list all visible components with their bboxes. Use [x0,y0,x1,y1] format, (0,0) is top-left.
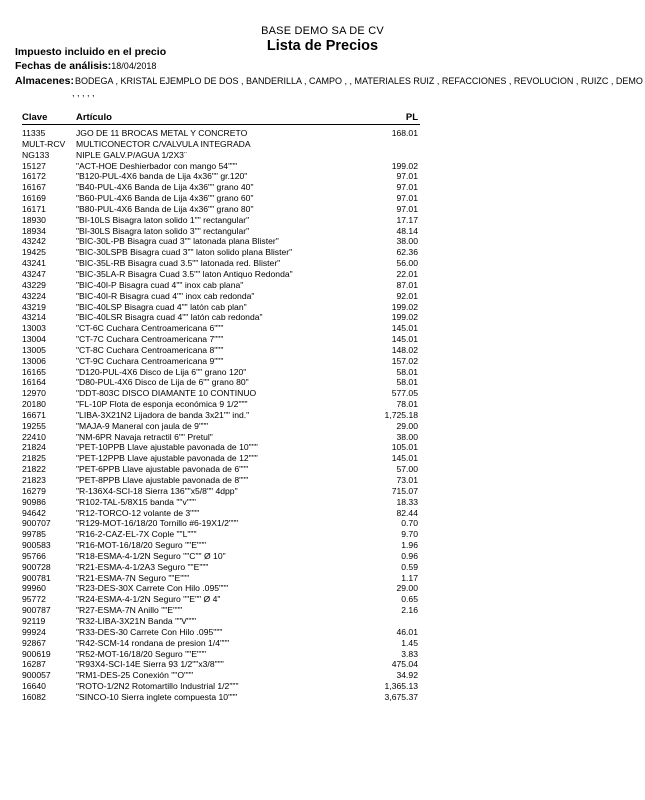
header-rule [22,124,420,125]
cell-clave: 19425 [22,247,46,258]
cell-pl: 145.01 [391,453,418,464]
table-row [0,247,645,258]
cell-clave: NG133 [22,149,50,160]
table-row [0,540,645,551]
cell-articulo: "BIC-40I-R Bisagra cuad 4"" inox cab redonda" [76,290,255,301]
column-header-articulo: Artículo [76,112,112,123]
table-header [0,112,645,124]
cell-pl: 9.70 [401,529,418,540]
cell-pl: 1.45 [401,637,418,648]
cell-articulo: "BIC-35L-RB Bisagra cuad 3.5"" latonada red. Blister" [76,258,281,269]
cell-articulo: "BIC-40LSR Bisagra cuad 4"" latón cab redonda" [76,312,263,323]
cell-pl: 97.01 [396,182,418,193]
table-row [0,562,645,573]
table-row [0,421,645,432]
cell-articulo: "R93X4-SCI-14E Sierra 93 1/2""x3/8""" [76,659,224,670]
cell-pl: 475.04 [391,659,418,670]
cell-pl: 97.01 [396,193,418,204]
cell-articulo: "R33-DES-30 Carrete Con Hilo .095""" [76,626,223,637]
cell-pl: 199.02 [391,301,418,312]
cell-pl: 1.96 [401,540,418,551]
cell-articulo: "R18-ESMA-4-1/2N Seguro ""C"" Ø 10" [76,550,226,561]
cell-articulo: "R-136X4-SCI-18 Sierra 136""x5/8"" 4dpp" [76,485,238,496]
table-row [0,670,645,681]
table-row [0,323,645,334]
cell-articulo: "CT-7C Cuchara Centroamericana 7""" [76,334,224,345]
cell-pl: 48.14 [396,225,418,236]
cell-articulo: "CT-6C Cuchara Centroamericana 6""" [76,323,224,334]
cell-pl: 17.17 [396,214,418,225]
cell-clave: 95772 [22,594,46,605]
cell-articulo: "R27-ESMA-7N Anillo ""E""" [76,605,183,616]
cell-pl: 3.83 [401,648,418,659]
cell-clave: 16171 [22,203,46,214]
table-row [0,258,645,269]
cell-clave: 21822 [22,464,46,475]
cell-articulo: "SINCO-10 Sierra inglete compuesta 10""" [76,691,238,702]
cell-articulo: JGO DE 11 BROCAS METAL Y CONCRETO [76,128,248,138]
cell-articulo: "LIBA-3X21N2 Lijadora de banda 3x21"" ind." [76,409,250,420]
cell-clave: 900057 [22,670,51,681]
cell-pl: 1,365.13 [384,681,418,692]
cell-articulo: "PET-8PPB Llave ajustable pavonada de 8""" [76,475,249,485]
cell-articulo: "ROTO-1/2N2 Rotomartillo Industrial 1/2""" [76,681,239,692]
cell-pl: 58.01 [396,377,418,388]
cell-pl: 148.02 [391,344,418,355]
cell-pl: 0.96 [401,550,418,561]
table-row [0,594,645,605]
cell-pl: 1.17 [401,572,418,583]
cell-pl: 3,675.37 [384,691,418,702]
table-row [0,518,645,529]
table-row [0,508,645,519]
cell-clave: 12970 [22,388,46,399]
table-row [0,345,645,356]
cell-pl: 199.02 [391,160,418,171]
cell-articulo: "R129-MOT-16/18/20 Tornillo #6-19X1/2""" [76,518,239,529]
table-row [0,356,645,367]
table-row [0,150,645,161]
table-row [0,551,645,562]
cell-clave: 43247 [22,268,46,279]
cell-articulo: "NM-6PR Navaja retractil 6"" Pretul" [76,431,213,442]
table-row [0,302,645,313]
table-row [0,377,645,388]
cell-pl: 57.00 [396,464,418,475]
table-row [0,182,645,193]
column-header-pl: PL [405,112,418,123]
cell-clave: 95766 [22,550,46,561]
table-row [0,627,645,638]
cell-articulo: "FL-10P Flota de esponja económica 9 1/2""" [76,399,248,410]
cell-clave: 900787 [22,605,51,616]
cell-pl: 56.00 [396,258,418,269]
cell-clave: 18934 [22,225,46,236]
cell-pl: 87.01 [396,279,418,290]
table-row [0,334,645,345]
table-row [0,497,645,508]
cell-pl: 715.07 [391,485,418,496]
cell-pl: 577.05 [391,388,418,399]
table-row [0,659,645,670]
analysis-date [15,60,156,72]
table-row [0,681,645,692]
cell-pl: 0.59 [401,561,418,572]
cell-pl: 1,725.18 [384,409,418,420]
cell-clave: 13003 [22,323,46,334]
cell-pl: 22.01 [396,268,418,279]
cell-articulo: NIPLE GALV.P/AGUA 1/2X3¨ [76,149,187,160]
cell-clave: 21825 [22,453,46,464]
analysis-date-value: 18/04/2018 [111,61,157,71]
table-row [0,291,645,302]
cell-clave: 99960 [22,583,46,594]
table-row [0,442,645,453]
cell-clave: 18930 [22,214,46,225]
price-table-body [0,128,645,703]
table-row [0,638,645,649]
table-row [0,616,645,627]
cell-clave: 22410 [22,431,46,442]
cell-articulo: "R16-MOT-16/18/20 Seguro ""E""" [76,540,207,551]
cell-articulo: "R42-SCM-14 rondana de presion 1/4""" [76,637,230,648]
table-row [0,692,645,703]
cell-clave: 13005 [22,344,46,355]
cell-clave: 16287 [22,659,46,670]
cell-pl: 97.01 [396,171,418,182]
warehouses-value: BODEGA , KRISTAL EJEMPLO DE DOS , BANDERILLA , CAMPO , , MATERIALES RUIZ , REFACCIONES , REVOLUCION , RUIZC , DEMO [74,76,643,86]
cell-pl: 29.00 [396,583,418,594]
cell-articulo: "R16-2-CAZ-EL-7X Cople ""L""" [76,529,197,540]
cell-pl: 73.01 [396,475,418,485]
cell-articulo: "D120-PUL-4X6 Disco de Lija 6"" grano 120" [76,366,247,377]
cell-articulo: "B80-PUL-4X6 Banda de Lija 4x36"" grano 80" [76,203,254,214]
cell-clave: 900781 [22,572,51,583]
cell-clave: 20180 [22,399,46,410]
table-row [0,226,645,237]
table-row [0,312,645,323]
cell-articulo: "R24-ESMA-4-1/2N Seguro ""E"" Ø 4" [76,594,221,605]
cell-clave: 43229 [22,279,46,290]
cell-clave: 15127 [22,160,46,171]
cell-clave: 43214 [22,312,46,323]
cell-clave: 900583 [22,540,51,551]
table-row [0,139,645,150]
cell-clave: 19255 [22,420,46,431]
cell-pl: 34.92 [396,670,418,681]
cell-articulo: "BIC-35LA-R Bisagra Cuad 3.5"" laton Antiquo Redonda" [76,268,293,279]
cell-pl: 0.70 [401,518,418,529]
table-row [0,128,645,139]
table-row [0,161,645,172]
cell-pl: 38.00 [396,431,418,442]
cell-articulo: "D80-PUL-4X6 Disco de Lija de 6"" grano 80" [76,377,249,388]
cell-pl: 58.01 [396,366,418,377]
cell-clave: 900707 [22,518,51,529]
cell-articulo: "BIC-30LSPB Bisagra cuad 3"" laton solido plana Blister" [76,247,293,258]
cell-articulo: "ACT-HOE Deshierbador con mango 54""" [76,160,238,171]
cell-clave: 43219 [22,301,46,312]
cell-pl: 18.33 [396,496,418,507]
cell-clave: 16169 [22,193,46,204]
cell-articulo: "R102-TAL-5/8X15 banda ""v""" [76,496,196,507]
cell-pl: 29.00 [396,420,418,431]
cell-articulo: "PET-10PPB Llave ajustable pavonada de 10""" [76,442,258,453]
cell-pl: 168.01 [391,128,418,138]
cell-articulo: "B60-PUL-4X6 Banda de Lija 4x36"" grano 60" [76,193,254,204]
cell-clave: MULT-RCV [22,138,66,149]
cell-pl: 157.02 [391,355,418,366]
cell-clave: 21824 [22,442,46,453]
cell-articulo: "B120-PUL-4X6 banda de Lija 4x36"" gr.120" [76,171,248,182]
table-row [0,193,645,204]
cell-clave: 900728 [22,561,51,572]
table-row [0,583,645,594]
cell-pl: 38.00 [396,236,418,247]
cell-clave: 43241 [22,258,46,269]
analysis-date-label: Fechas de análisis: [15,60,112,72]
cell-clave: 900619 [22,648,51,659]
cell-articulo: "MAJA-9 Maneral con jaula de 9""" [76,420,209,431]
cell-articulo: "BI-10LS Bisagra laton solido 1"" rectangular" [76,214,250,225]
cell-pl: 46.01 [396,626,418,637]
cell-clave: 16279 [22,485,46,496]
table-row [0,171,645,182]
table-row [0,453,645,464]
cell-pl: 145.01 [391,323,418,334]
cell-articulo: "BIC-30L-PB Bisagra cuad 3"" latonada plana Blister" [76,236,279,247]
cell-clave: 92119 [22,615,46,626]
table-row [0,464,645,475]
cell-pl: 2.16 [401,605,418,616]
table-row [0,280,645,291]
table-row [0,475,645,486]
cell-clave: 13004 [22,334,46,345]
cell-clave: 90986 [22,496,46,507]
cell-articulo: "R12-TORCO-12 volante de 3""" [76,507,200,518]
cell-articulo: "PET-6PPB Llave ajustable pavonada de 6""" [76,464,249,475]
cell-clave: 13006 [22,355,46,366]
cell-clave: 99785 [22,529,46,540]
cell-articulo: "R21-ESMA-7N Seguro ""E""" [76,572,190,583]
cell-pl: 82.44 [396,507,418,518]
cell-articulo: MULTICONECTOR C/VALVULA INTEGRADA [76,138,251,149]
tax-note: Impuesto incluido en el precio [15,46,167,58]
cell-articulo: "R52-MOT-16/18/20 Seguro ""E""" [76,648,207,659]
cell-pl: 92.01 [396,290,418,301]
column-header-clave: Clave [22,112,48,123]
table-row [0,649,645,660]
table-row [0,605,645,616]
cell-clave: 16164 [22,377,46,388]
cell-clave: 43242 [22,236,46,247]
cell-clave: 11335 [22,128,46,138]
cell-articulo: "CT-9C Cuchara Centroamericana 9""" [76,355,224,366]
table-row [0,529,645,540]
table-row [0,432,645,443]
cell-clave: 92867 [22,637,46,648]
table-row [0,399,645,410]
cell-clave: 16640 [22,681,46,692]
cell-articulo: "DDT-803C DISCO DIAMANTE 10 CONTINUO [76,388,257,399]
warehouses [15,75,645,87]
cell-articulo: "BI-30LS Bisagra laton solido 3"" rectangular" [76,225,250,236]
cell-articulo: "R23-DES-30X Carrete Con Hilo .095""" [76,583,229,594]
cell-articulo: "BIC-40I-P Bisagra cuad 4"" inox cab plana" [76,279,244,290]
cell-pl: 62.36 [396,247,418,258]
cell-clave: 16172 [22,171,46,182]
cell-pl: 145.01 [391,334,418,345]
cell-articulo: "R32-LIBA-3X21N Banda ""V""" [76,615,197,626]
cell-articulo: "CT-8C Cuchara Centroamericana 8""" [76,344,224,355]
cell-clave: 16671 [22,409,46,420]
company-name: BASE DEMO SA DE CV [261,25,384,37]
cell-articulo: "B40-PUL-4X6 Banda de Lija 4x36"" grano 40" [76,182,254,193]
cell-pl: 105.01 [391,442,418,453]
cell-clave: 16165 [22,366,46,377]
cell-articulo: "RM1-DES-25 Conexión ""O""" [76,670,194,681]
cell-pl: 97.01 [396,203,418,214]
cell-clave: 94642 [22,507,46,518]
table-row [0,388,645,399]
table-row [0,236,645,247]
table-row [0,573,645,584]
warehouses-continuation: , , , , , [72,88,95,98]
cell-pl: 0.65 [401,594,418,605]
cell-clave: 43224 [22,290,46,301]
cell-clave: 21823 [22,475,46,485]
cell-pl: 199.02 [391,312,418,323]
cell-clave: 16082 [22,691,46,702]
table-row [0,215,645,226]
table-row [0,269,645,280]
report-title: Lista de Precios [266,38,379,54]
table-row [0,367,645,378]
cell-clave: 16167 [22,182,46,193]
table-row [0,410,645,421]
cell-articulo: "R21-ESMA-4-1/2A3 Seguro ""E""" [76,561,209,572]
table-row [0,204,645,215]
table-row [0,486,645,497]
cell-pl: 78.01 [396,399,418,410]
cell-articulo: "BIC-40LSP Bisagra cuad 4"" latón cab plan" [76,301,247,312]
cell-articulo: "PET-12PPB Llave ajustable pavonada de 12""" [76,453,258,464]
cell-clave: 99924 [22,626,46,637]
warehouses-label: Almacenes: [15,75,74,87]
